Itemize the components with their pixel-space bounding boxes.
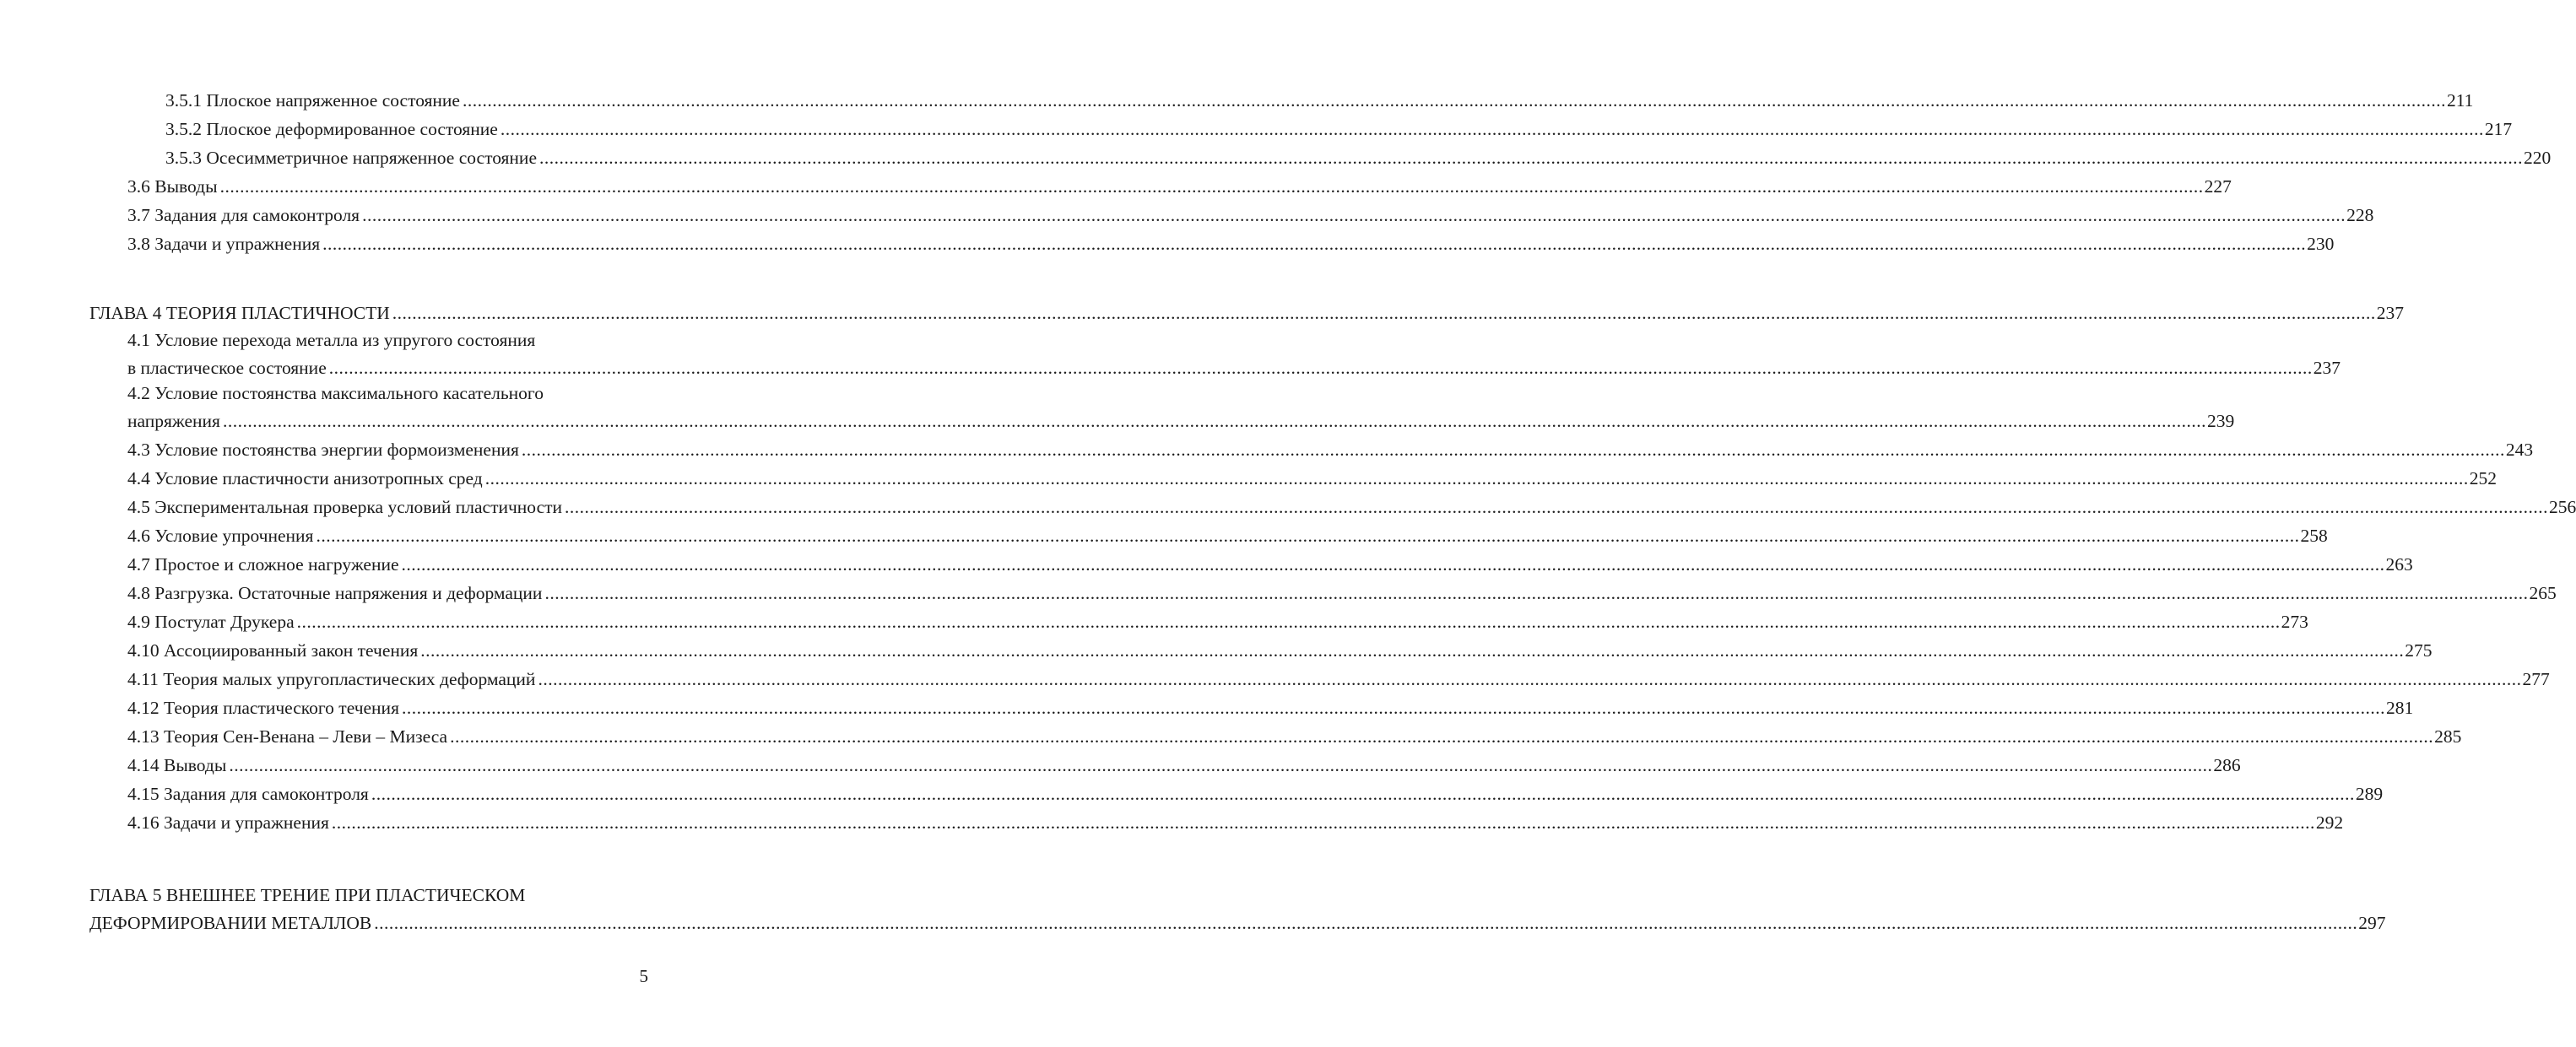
toc-section-entry[interactable] xyxy=(127,694,2414,722)
dot-leader: ................................................................................................................................................................................................................................................................................................................................................................................................................ xyxy=(322,234,2307,254)
toc-entry-page: 277 xyxy=(2522,669,2550,689)
toc-section-entry[interactable] xyxy=(127,780,2384,808)
toc-entry-title-line1: ГЛАВА 5 ВНЕШНЕЕ ТРЕНИЕ ПРИ ПЛАСТИЧЕСКОМ xyxy=(89,885,526,905)
toc-entry-title: 4.4 Условие пластичности анизотропных сред xyxy=(127,468,483,488)
dot-leader: ................................................................................................................................................................................................................................................................................................................................................................................................................ xyxy=(222,411,2206,431)
dot-leader: ................................................................................................................................................................................................................................................................................................................................................................................................................ xyxy=(328,358,2313,378)
dot-leader: ................................................................................................................................................................................................................................................................................................................................................................................................................ xyxy=(371,784,2355,804)
dot-leader: ................................................................................................................................................................................................................................................................................................................................................................................................................ xyxy=(316,526,2300,546)
dot-leader: ................................................................................................................................................................................................................................................................................................................................................................................................................ xyxy=(500,119,2484,139)
toc-entry-page: 237 xyxy=(2313,358,2341,378)
toc-section-entry[interactable] xyxy=(127,636,2433,665)
toc-entry-title: ДЕФОРМИРОВАНИИ МЕТАЛЛОВ xyxy=(89,913,372,933)
dot-leader: ................................................................................................................................................................................................................................................................................................................................................................................................................ xyxy=(219,176,2204,197)
toc-entry-page: 227 xyxy=(2204,176,2232,197)
toc-chapter-entry[interactable] xyxy=(89,882,2386,937)
dot-leader: ................................................................................................................................................................................................................................................................................................................................................................................................................ xyxy=(565,497,2549,517)
toc-entry-title: 4.15 Задания для самоконтроля xyxy=(127,784,369,804)
toc-section-entry[interactable] xyxy=(127,172,2232,201)
toc-subsection-entry[interactable] xyxy=(165,86,2474,115)
toc-entry-row xyxy=(127,694,2414,722)
toc-entry-row xyxy=(165,86,2474,115)
toc-entry-title: 4.8 Разгрузка. Остаточные напряжения и деформации xyxy=(127,583,543,603)
toc-entry-title-line1: 4.1 Условие перехода металла из упругого состояния xyxy=(127,330,536,350)
toc-section-entry[interactable] xyxy=(127,380,2235,435)
toc-entry-page: 230 xyxy=(2307,234,2335,254)
toc-entry-title: напряжения xyxy=(127,411,220,431)
toc-entry-page: 237 xyxy=(2376,303,2405,323)
dot-leader: ................................................................................................................................................................................................................................................................................................................................................................................................................ xyxy=(229,755,2213,775)
toc-entry-title: 4.10 Ассоциированный закон течения xyxy=(127,640,419,661)
toc-entry-page: 289 xyxy=(2355,784,2384,804)
toc-section-entry[interactable] xyxy=(127,493,2576,521)
toc-section-entry[interactable] xyxy=(127,201,2374,229)
toc-entry-page: 217 xyxy=(2484,119,2513,139)
toc-entry-row xyxy=(127,780,2384,808)
toc-section-entry[interactable] xyxy=(127,808,2344,837)
toc-entry-page: 285 xyxy=(2434,726,2462,747)
toc-entry-title: 3.8 Задачи и упражнения xyxy=(127,234,321,254)
toc-entry-row xyxy=(127,579,2557,607)
toc-entry-row xyxy=(127,722,2462,751)
toc-subsection-entry[interactable] xyxy=(165,115,2513,143)
toc-entry-row xyxy=(165,143,2552,172)
toc-entry-title: 4.14 Выводы xyxy=(127,755,227,775)
toc-entry-title: 3.7 Задания для самоконтроля xyxy=(127,205,360,225)
toc-entry-title: 4.13 Теория Сен-Венана – Леви – Мизеса xyxy=(127,726,448,747)
toc-entry-title: в пластическое состояние xyxy=(127,358,327,378)
toc-entry-page: 258 xyxy=(2300,526,2328,546)
dot-leader: ................................................................................................................................................................................................................................................................................................................................................................................................................ xyxy=(331,812,2315,833)
toc-entry-page: 228 xyxy=(2346,205,2374,225)
toc-section-entry[interactable] xyxy=(127,665,2550,694)
toc-entry-title: 4.7 Простое и сложное нагружение xyxy=(127,554,399,575)
toc-entry-page: 281 xyxy=(2385,698,2414,718)
toc-entry-title: 3.5.2 Плоское деформированное состояние xyxy=(165,119,498,139)
dot-leader: ................................................................................................................................................................................................................................................................................................................................................................................................................ xyxy=(538,669,2522,689)
toc-entry-page: 265 xyxy=(2529,583,2557,603)
toc-entry-row xyxy=(127,493,2576,521)
toc-entry-page: 211 xyxy=(2446,90,2474,111)
toc-entry-page: 220 xyxy=(2523,148,2552,168)
toc-entry-page: 297 xyxy=(2358,913,2386,933)
toc-entry-title: 3.6 Выводы xyxy=(127,176,218,197)
toc-entry-row xyxy=(89,909,2386,937)
toc-entry-title: 4.3 Условие постоянства энергии формоизменения xyxy=(127,440,519,460)
toc-entry-row xyxy=(127,201,2374,229)
toc-entry-title: 4.5 Экспериментальная проверка условий пластичности xyxy=(127,497,563,517)
toc-entry-title: 4.9 Постулат Друкера xyxy=(127,612,295,632)
toc-entry-title: ГЛАВА 4 ТЕОРИЯ ПЛАСТИЧНОСТИ xyxy=(89,303,390,323)
toc-entry-page: 239 xyxy=(2206,411,2235,431)
toc-entry-page: 263 xyxy=(2385,554,2413,575)
toc-subsection-entry[interactable] xyxy=(165,143,2552,172)
toc-entry-page: 286 xyxy=(2213,755,2241,775)
toc-entry-row xyxy=(127,607,2308,636)
toc-entry-page: 243 xyxy=(2505,440,2534,460)
dot-leader: ................................................................................................................................................................................................................................................................................................................................................................................................................ xyxy=(392,303,2376,323)
dot-leader: ................................................................................................................................................................................................................................................................................................................................................................................................................ xyxy=(420,640,2405,661)
toc-entry-row xyxy=(127,464,2498,493)
toc-entry-title: 3.5.1 Плоское напряженное состояние xyxy=(165,90,460,111)
toc-section-entry[interactable] xyxy=(127,550,2413,579)
toc-section-entry[interactable] xyxy=(127,722,2462,751)
dot-leader: ................................................................................................................................................................................................................................................................................................................................................................................................................ xyxy=(362,205,2346,225)
dot-leader: ................................................................................................................................................................................................................................................................................................................................................................................................................ xyxy=(374,913,2358,933)
toc-entry-title: 4.16 Задачи и упражнения xyxy=(127,812,329,833)
page-number: 5 xyxy=(639,966,648,986)
dot-leader: ................................................................................................................................................................................................................................................................................................................................................................................................................ xyxy=(401,554,2385,575)
toc-entry-row xyxy=(127,636,2433,665)
toc-section-entry[interactable] xyxy=(127,464,2498,493)
toc-entry-row xyxy=(127,435,2534,464)
dot-leader: ................................................................................................................................................................................................................................................................................................................................................................................................................ xyxy=(484,468,2469,488)
toc-entry-title: 4.11 Теория малых упругопластических деформаций xyxy=(127,669,536,689)
dot-leader: ................................................................................................................................................................................................................................................................................................................................................................................................................ xyxy=(538,148,2523,168)
toc-chapter-entry[interactable] xyxy=(89,299,2405,327)
dot-leader: ................................................................................................................................................................................................................................................................................................................................................................................................................ xyxy=(544,583,2529,603)
toc-section-entry[interactable] xyxy=(127,229,2335,258)
toc-section-entry[interactable] xyxy=(127,327,2341,382)
toc-section-entry[interactable] xyxy=(127,751,2241,780)
dot-leader: ................................................................................................................................................................................................................................................................................................................................................................................................................ xyxy=(450,726,2434,747)
dot-leader: ................................................................................................................................................................................................................................................................................................................................................................................................................ xyxy=(462,90,2446,111)
dot-leader: ................................................................................................................................................................................................................................................................................................................................................................................................................ xyxy=(401,698,2385,718)
toc-entry-row xyxy=(127,665,2550,694)
toc-entry-row xyxy=(127,407,2235,435)
toc-entry-page: 252 xyxy=(2469,468,2498,488)
toc-entry-row xyxy=(165,115,2513,143)
toc-section-entry[interactable] xyxy=(127,435,2534,464)
toc-entry-title-line1: 4.2 Условие постоянства максимального касательного xyxy=(127,383,544,403)
toc-entry-page: 273 xyxy=(2281,612,2308,632)
toc-entry-row xyxy=(89,299,2405,327)
toc-entry-page: 256 xyxy=(2549,497,2576,517)
toc-entry-row xyxy=(127,353,2341,382)
toc-entry-title: 3.5.3 Осесимметричное напряженное состояние xyxy=(165,148,537,168)
toc-section-entry[interactable] xyxy=(127,579,2557,607)
toc-entry-row xyxy=(127,172,2232,201)
toc-entry-row xyxy=(127,550,2413,579)
toc-entry-page: 292 xyxy=(2315,812,2344,833)
toc-section-entry[interactable] xyxy=(127,521,2328,550)
toc-entry-page: 275 xyxy=(2405,640,2433,661)
toc-entry-row xyxy=(127,521,2328,550)
toc-entry-row xyxy=(127,229,2335,258)
toc-entry-row xyxy=(127,751,2241,780)
dot-leader: ................................................................................................................................................................................................................................................................................................................................................................................................................ xyxy=(296,612,2281,632)
toc-entry-title: 4.12 Теория пластического течения xyxy=(127,698,399,718)
dot-leader: ................................................................................................................................................................................................................................................................................................................................................................................................................ xyxy=(521,440,2505,460)
toc-section-entry[interactable] xyxy=(127,607,2308,636)
toc-entry-row xyxy=(127,808,2344,837)
toc-entry-title: 4.6 Условие упрочнения xyxy=(127,526,314,546)
